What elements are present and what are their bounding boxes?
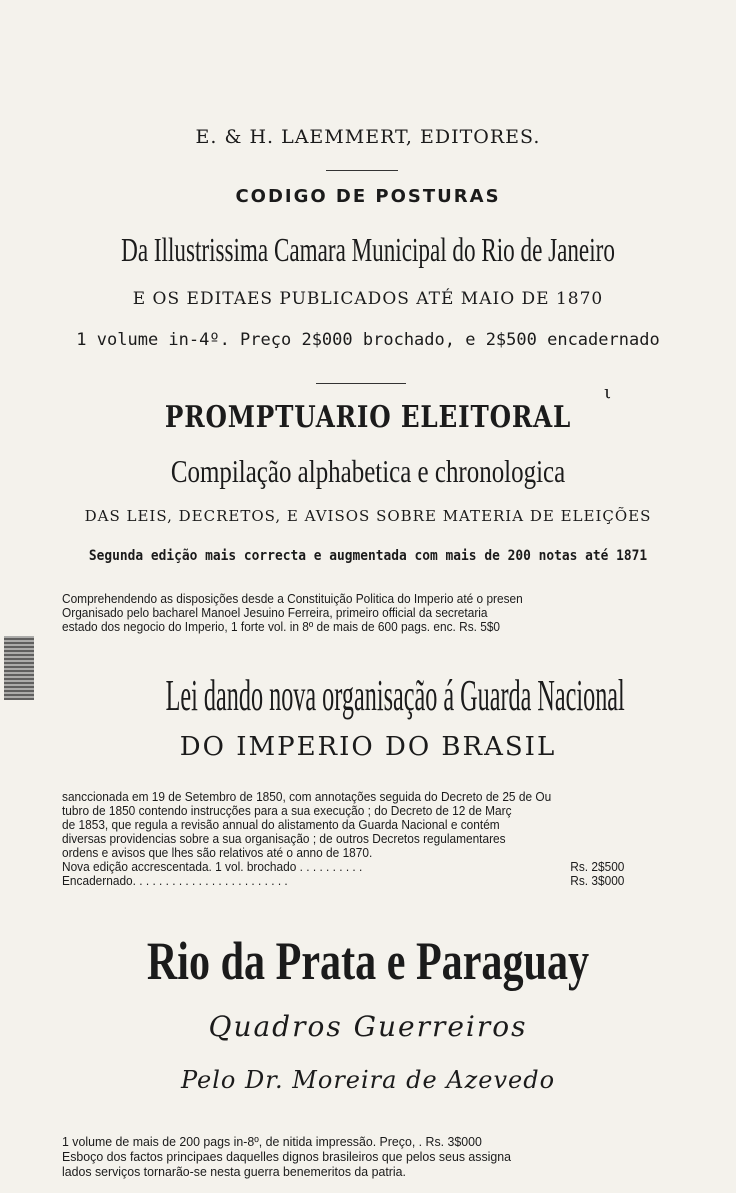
camara-heading: Da Illustrissima Camara Municipal do Rio de Janeiro	[121, 232, 615, 269]
description-line: tubro de 1850 contendo instrucções para a sua execução ; do Decreto de 12 de Març	[62, 804, 512, 818]
codigo-title: CODIGO DE POSTURAS	[235, 186, 501, 207]
price-value: Rs. 2$500	[570, 860, 625, 874]
description-line: de 1853, que regula a revisão annual do alistamento da Guarda Nacional e contém	[62, 818, 500, 832]
price-label: Encadernado. . . . . . . . . . . . . . . . . . . . . . . .	[62, 874, 288, 888]
ink-mark-icon: ι	[604, 382, 612, 403]
price-row	[62, 874, 624, 888]
description-line: lados serviços tornarão-se nesta guerra benemeritos da patria.	[62, 1164, 406, 1179]
description-line: Organisado pelo bacharel Manoel Jesuino Ferreira, primeiro official da secretaria	[62, 606, 488, 620]
promptuario-description	[62, 592, 624, 634]
author-line: Pelo Dr. Moreira de Azevedo	[180, 1066, 556, 1094]
quadros-heading: Quadros Guerreiros	[208, 1010, 528, 1043]
price-value: Rs. 3$000	[570, 874, 625, 888]
codigo-volume-price: 1 volume in-4º. Preço 2$000 brochado, e 2$500 encadernado	[76, 330, 660, 350]
description-line: diversas providencias sobre a sua organisação ; de outros Decretos regulamentares	[62, 832, 506, 846]
publisher-heading: E. & H. LAEMMERT, EDITORES.	[195, 126, 541, 148]
price-label: Nova edição accrescentada. 1 vol. brochado . . . . . . . . . .	[62, 860, 363, 874]
rio-title: Rio da Prata e Paraguay	[146, 931, 590, 991]
margin-stamp-icon	[4, 636, 34, 700]
lei-description	[62, 790, 624, 888]
dasleis-line: DAS LEIS, DECRETOS, E AVISOS SOBRE MATERIA DE ELEIÇÕES	[84, 507, 652, 525]
description-line: ordens e avisos que lhes são relativos até o anno de 1870.	[62, 846, 373, 860]
description-line: Esboço dos factos principaes daquelles dignos brasileiros que pelos seus assigna	[62, 1149, 511, 1164]
promptuario-title: PROMPTUARIO ELEITORAL	[164, 400, 572, 435]
description-line: sanccionada em 19 de Setembro de 1850, com annotações seguida do Decreto de 25 de Ou	[62, 790, 552, 804]
segunda-edicao-line: Segunda edição mais correcta e augmentada com mais de 200 notas até 1871	[88, 548, 648, 564]
description-line: 1 volume de mais de 200 pags in-8º, de nitida impressão. Preço, . Rs. 3$000	[62, 1134, 482, 1149]
imperio-heading: DO IMPERIO DO BRASIL	[179, 732, 557, 762]
compilacao-heading: Compilação alphabetica e chronologica	[170, 453, 566, 489]
price-row	[62, 860, 624, 874]
description-line: Comprehendendo as disposições desde a Constituição Politica do Imperio até o presen	[62, 592, 523, 606]
divider-rule	[316, 383, 406, 384]
divider-rule	[326, 170, 398, 171]
editaes-line: E OS EDITAES PUBLICADOS ATÉ MAIO DE 1870	[132, 289, 604, 309]
rio-description	[62, 1134, 624, 1179]
lei-title: Lei dando nova organisação á Guarda Nacional	[165, 671, 625, 720]
description-line: estado dos negocio do Imperio, 1 forte vol. in 8º de mais de 600 pags. enc. Rs. 5$0	[62, 620, 501, 634]
